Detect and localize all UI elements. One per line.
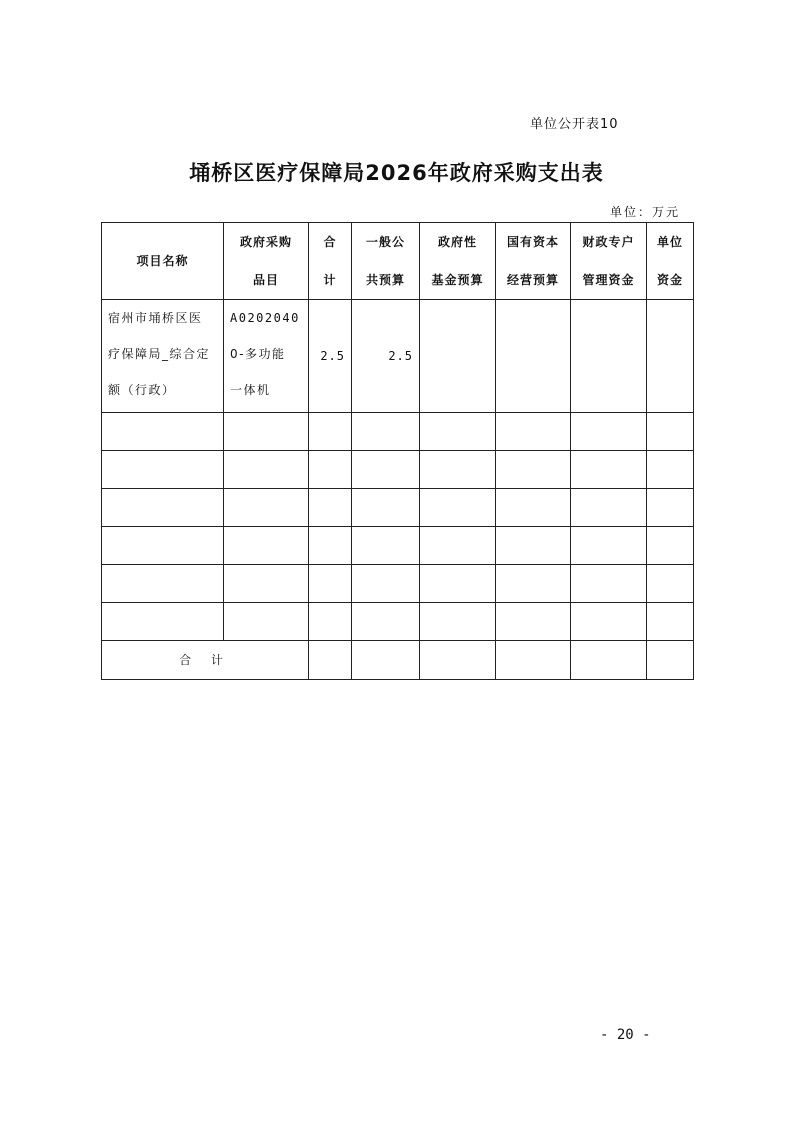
- state-capital-cell: [496, 300, 571, 413]
- total-cell: 2.5: [309, 300, 352, 413]
- empty-row: [102, 603, 694, 641]
- header-total: 合 计: [309, 223, 352, 300]
- table-row: [102, 300, 694, 413]
- header-special-account: 财政专户 管理资金: [571, 223, 647, 300]
- gov-fund-cell: [420, 300, 496, 413]
- empty-row: [102, 489, 694, 527]
- project-name-cell: 宿州市埇桥区医 疗保障局_综合定 额（行政）: [102, 300, 224, 413]
- total-label: 合 计: [102, 641, 309, 680]
- special-account-cell: [571, 300, 647, 413]
- unit-label: 单位：万元: [609, 205, 680, 219]
- header-gov-fund: 政府性 基金预算: [420, 223, 496, 300]
- unit-fund-cell: [647, 300, 694, 413]
- empty-row: [102, 413, 694, 451]
- procurement-item-cell: A0202040 0-多功能 一体机: [224, 300, 309, 413]
- procurement-table: [101, 222, 694, 680]
- form-number: 单位公开表10: [530, 117, 619, 132]
- header-project-name: 项目名称: [102, 223, 224, 300]
- header-state-capital: 国有资本 经营预算: [496, 223, 571, 300]
- empty-row: [102, 565, 694, 603]
- page-title: 埇桥区医疗保障局2026年政府采购支出表: [189, 161, 604, 185]
- header-procurement-item: 政府采购 品目: [224, 223, 309, 300]
- empty-row: [102, 527, 694, 565]
- header-unit-fund: 单位 资金: [647, 223, 694, 300]
- total-row: [102, 641, 694, 680]
- header-row: [102, 223, 694, 300]
- header-general-budget: 一般公 共预算: [352, 223, 420, 300]
- general-budget-cell: 2.5: [352, 300, 420, 413]
- empty-row: [102, 451, 694, 489]
- page-number: - 20 -: [600, 1027, 651, 1043]
